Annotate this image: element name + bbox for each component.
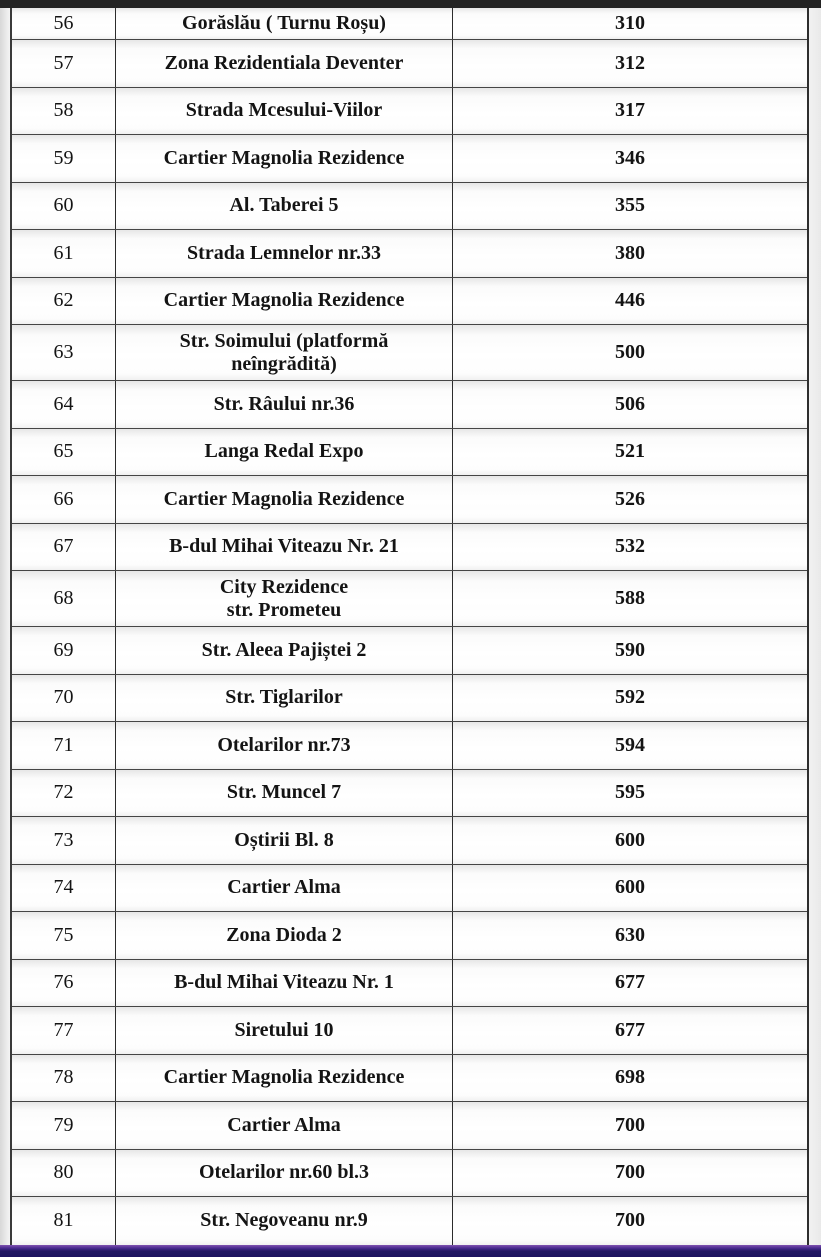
row-number-cell: 62 [12, 278, 116, 325]
row-number-cell: 71 [12, 722, 116, 769]
row-number-cell: 75 [12, 912, 116, 959]
location-cell [116, 817, 453, 864]
value-cell: 500 [615, 341, 645, 363]
table-row [12, 40, 807, 88]
row-number-cell: 73 [12, 817, 116, 864]
location-line: Strada Lemnelor nr.33 [187, 241, 381, 264]
table-row [12, 770, 807, 818]
row-number-cell: 77 [12, 1007, 116, 1054]
value-cell: 590 [615, 638, 645, 661]
location-line: Str. Soimului (platformă [179, 329, 389, 352]
value-cell: 600 [615, 876, 645, 899]
value-cell: 526 [615, 487, 645, 510]
location-line: Cartier Magnolia Rezidence [163, 289, 405, 312]
value-cell: 346 [615, 146, 645, 169]
row-number-cell: 79 [12, 1102, 116, 1149]
location-line: Cartier Magnolia Rezidence [163, 487, 405, 510]
location-cell [116, 675, 453, 722]
row-number-cell: 59 [12, 135, 116, 182]
table-row [12, 325, 807, 381]
location-cell [116, 722, 453, 769]
location-cell [116, 429, 453, 476]
table-row [12, 135, 807, 183]
location-line: Otelarilor nr.60 bl.3 [199, 1161, 369, 1184]
row-number-cell: 70 [12, 675, 116, 722]
location-line: Str. Aleea Pajiștei 2 [201, 638, 367, 661]
table-row [12, 1102, 807, 1150]
row-number-cell: 68 [12, 571, 116, 626]
table-row [12, 1150, 807, 1198]
row-number-cell: 61 [12, 230, 116, 277]
table-row [12, 912, 807, 960]
location-cell [116, 770, 453, 817]
row-number-cell: 74 [12, 865, 116, 912]
row-number-cell: 57 [12, 40, 116, 87]
row-number-cell: 76 [12, 960, 116, 1007]
location-line: Siretului 10 [234, 1018, 334, 1041]
table-row [12, 88, 807, 136]
row-number-cell: 80 [12, 1150, 116, 1197]
page-top-edge-bar [0, 0, 821, 8]
row-number-cell: 56 [12, 8, 116, 39]
location-line: Gorăslău ( Turnu Roșu) [182, 12, 386, 34]
table-row [12, 278, 807, 326]
location-line: Langa Redal Expo [204, 440, 364, 463]
row-number-cell: 63 [12, 325, 116, 380]
value-cell: 446 [615, 289, 645, 312]
table-row [12, 675, 807, 723]
table-row [12, 817, 807, 865]
value-cell: 588 [615, 587, 645, 609]
value-cell: 521 [615, 440, 645, 463]
location-line: neîngrădită) [231, 352, 337, 375]
row-number-cell: 69 [12, 627, 116, 674]
row-number-cell: 58 [12, 88, 116, 135]
location-line: B-dul Mihai Viteazu Nr. 21 [169, 535, 399, 558]
value-cell: 312 [615, 51, 645, 74]
table-row [12, 865, 807, 913]
location-line: Al. Taberei 5 [229, 194, 339, 217]
value-cell: 594 [615, 733, 645, 756]
location-cell [116, 135, 453, 182]
location-cell [116, 278, 453, 325]
row-number-cell: 65 [12, 429, 116, 476]
row-number-cell: 60 [12, 183, 116, 230]
location-line: Str. Negoveanu nr.9 [200, 1209, 368, 1232]
location-cell [116, 1150, 453, 1197]
table-row [12, 722, 807, 770]
value-cell: 630 [615, 923, 645, 946]
location-cell [116, 912, 453, 959]
table-row [12, 476, 807, 524]
table-row [12, 524, 807, 572]
value-cell: 592 [615, 686, 645, 709]
row-number-cell: 67 [12, 524, 116, 571]
row-number-cell: 64 [12, 381, 116, 428]
value-cell: 317 [615, 99, 645, 122]
location-cell [116, 1055, 453, 1102]
location-line: Cartier Alma [227, 876, 341, 899]
location-line: Str. Râului nr.36 [213, 392, 355, 415]
table-row [12, 381, 807, 429]
location-line: Zona Rezidentiala Deventer [164, 51, 404, 74]
location-line: Cartier Magnolia Rezidence [163, 146, 405, 169]
location-cell [116, 381, 453, 428]
value-cell: 532 [615, 535, 645, 558]
value-cell: 700 [615, 1161, 645, 1184]
location-cell [116, 183, 453, 230]
table-row [12, 429, 807, 477]
table-row [12, 571, 807, 627]
location-cell [116, 476, 453, 523]
location-cell [116, 571, 453, 626]
table-row [12, 230, 807, 278]
value-cell: 355 [615, 194, 645, 217]
location-line: Zona Dioda 2 [226, 923, 342, 946]
location-line: B-dul Mihai Viteazu Nr. 1 [174, 971, 394, 994]
location-cell [116, 627, 453, 674]
row-number-cell: 72 [12, 770, 116, 817]
location-line: Cartier Alma [227, 1113, 341, 1136]
location-line: Oștirii Bl. 8 [234, 828, 334, 851]
location-cell [116, 960, 453, 1007]
location-cell [116, 1007, 453, 1054]
value-cell: 380 [615, 241, 645, 264]
value-cell: 698 [615, 1066, 645, 1089]
table-row [12, 960, 807, 1008]
location-cell [116, 865, 453, 912]
value-cell: 310 [615, 12, 645, 34]
value-cell: 600 [615, 828, 645, 851]
location-cell [116, 325, 453, 380]
location-line: City Rezidence [219, 575, 349, 598]
location-cell [116, 88, 453, 135]
value-cell: 677 [615, 971, 645, 994]
row-number-cell: 81 [12, 1197, 116, 1245]
location-cell [116, 8, 453, 39]
value-cell: 700 [615, 1113, 645, 1136]
location-line: Strada Mcesului-Viilor [185, 99, 383, 122]
page-bottom-edge-bar [0, 1245, 821, 1257]
location-cell [116, 230, 453, 277]
locations-table [10, 8, 809, 1246]
location-line: Str. Tiglarilor [225, 686, 343, 709]
location-cell [116, 1197, 453, 1245]
table-row [12, 1197, 807, 1245]
row-number-cell: 66 [12, 476, 116, 523]
value-cell: 506 [615, 392, 645, 415]
location-cell [116, 40, 453, 87]
table-row [12, 8, 807, 40]
location-cell [116, 524, 453, 571]
value-cell: 595 [615, 781, 645, 804]
location-line: str. Prometeu [226, 598, 342, 621]
location-line: Otelarilor nr.73 [217, 733, 351, 756]
table-row [12, 627, 807, 675]
location-line: Str. Muncel 7 [226, 781, 342, 804]
table-row [12, 183, 807, 231]
location-line: Cartier Magnolia Rezidence [163, 1066, 405, 1089]
value-cell: 677 [615, 1018, 645, 1041]
table-row [12, 1055, 807, 1103]
value-cell: 700 [615, 1209, 645, 1232]
row-number-cell: 78 [12, 1055, 116, 1102]
table-row [12, 1007, 807, 1055]
location-cell [116, 1102, 453, 1149]
